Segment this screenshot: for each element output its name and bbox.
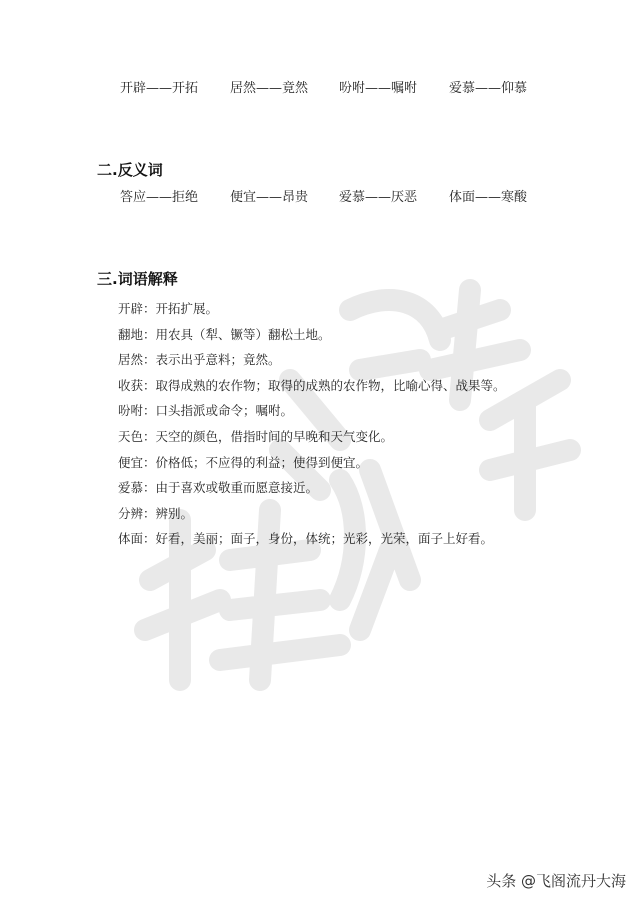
definition-item: 翻地：用农具（犁、镢等）翻松土地。 [118,326,331,342]
synonym-pair: 开辟——开拓 [120,81,199,96]
antonym-pair: 爱慕——厌恶 [339,190,418,205]
definition-item: 居然：表示出乎意料；竟然。 [118,352,281,368]
definition-item: 吩咐：口头指派或命令；嘱咐。 [118,403,294,419]
definition-item: 体面：好看，美丽；面子，身份，体统；光彩，光荣，面子上好看。 [118,531,494,547]
definition-item: 天色：天空的颜色，借指时间的早晚和天气变化。 [118,428,394,444]
definition-item: 开辟：开拓扩展。 [118,301,219,316]
synonym-pair: 吩咐——嘱咐 [339,81,418,96]
synonym-pair: 爱慕——仰慕 [449,81,528,96]
definition-item: 便宜：价格低；不应得的利益；使得到便宜。 [118,454,369,470]
footer-credit: 头条 @飞阁流丹大海 [486,872,626,890]
definition-item: 爱慕：由于喜欢或敬重而愿意接近。 [118,480,319,496]
definition-item: 分辨：辨别。 [118,505,194,521]
explanations-heading: 三.词语解释 [97,270,178,288]
synonym-pair: 居然——竟然 [230,81,309,96]
definition-list [118,296,578,552]
synonym-row [120,79,580,99]
antonym-pair: 答应——拒绝 [120,190,199,205]
antonym-pair: 便宜——昂贵 [230,190,309,205]
definition-item: 收获：取得成熟的农作物；取得的成熟的农作物，比喻心得、战果等。 [118,377,506,393]
antonyms-heading: 二.反义词 [97,161,163,179]
antonym-pair: 体面——寒酸 [449,190,528,205]
antonym-row [120,188,580,208]
